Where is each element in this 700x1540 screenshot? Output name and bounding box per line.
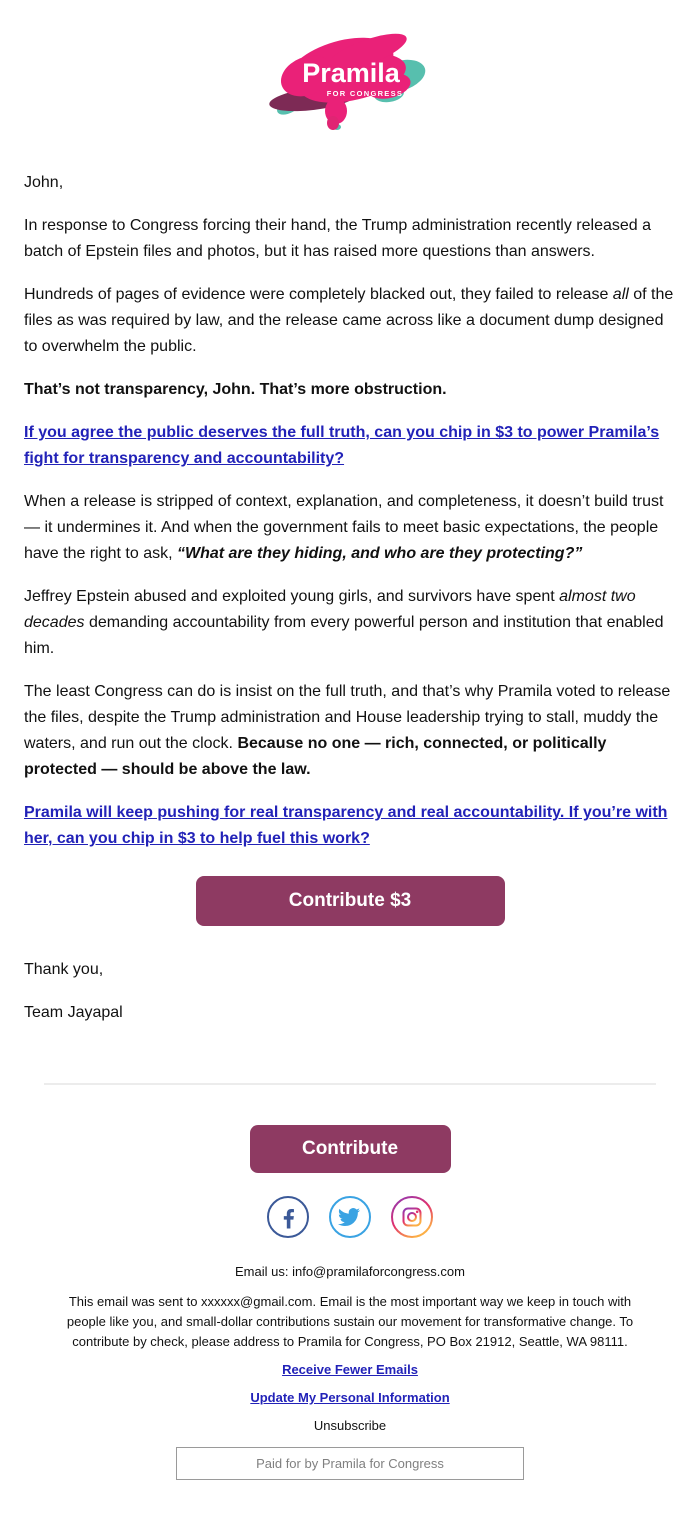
- email-us-line: Email us: info@pramilaforcongress.com: [235, 1264, 465, 1279]
- update-personal-info-link[interactable]: Update My Personal Information: [250, 1390, 450, 1405]
- body-text: Hundreds of pages of evidence were completely blacked out, they failed to release: [24, 286, 613, 303]
- body-paragraph: [24, 489, 676, 567]
- footer-divider: [44, 1083, 656, 1085]
- instagram-icon: [390, 1195, 434, 1239]
- body-text: The least Congress can do is insist on the full truth, and that’s why Pramila voted to release the files, despite the Trump administration and House leadership trying to stall, muddy the waters, and run out the clock.: [24, 683, 671, 752]
- body-paragraph: [24, 800, 676, 852]
- footer-disclaimer: This email was sent to xxxxxx@gmail.com. Email is the most important way we keep in touch with people like you, and small-dollar contributions sustain our movement for transformative change. To contribute by check, please address to Pramila for Congress, PO Box 21912, Seattle, WA 98111.: [66, 1294, 634, 1349]
- body-text: “What are they hiding, and who are they protecting?”: [176, 545, 583, 562]
- email-footer: [0, 1264, 700, 1480]
- contribute-3-button[interactable]: Contribute $3: [196, 876, 505, 926]
- body-paragraph: [24, 584, 676, 662]
- email-body: [0, 170, 700, 852]
- body-text: demanding accountability from every powerful person and institution that enabled him.: [24, 614, 664, 657]
- twitter-icon: [328, 1195, 372, 1239]
- signoff-thanks: Thank you,: [24, 961, 104, 978]
- body-paragraph: [24, 679, 676, 783]
- chip-in-link[interactable]: Pramila will keep pushing for real transparency and real accountability. If you’re with her, can you chip in $3 to help fuel this work?: [24, 804, 668, 847]
- paid-for-disclaimer-box: Paid for by Pramila for Congress: [176, 1447, 524, 1480]
- logo-tagline-text: FOR CONGRESS: [326, 89, 404, 98]
- body-text: of the files as was required by law, and the release came across like a document dump designed to overwhelm the public.: [24, 286, 674, 355]
- receive-fewer-emails-link[interactable]: Receive Fewer Emails: [282, 1362, 418, 1377]
- facebook-link[interactable]: [266, 1195, 310, 1239]
- body-paragraph: [24, 213, 676, 265]
- instagram-link[interactable]: [390, 1195, 434, 1239]
- body-text: That’s not transparency, John. That’s more obstruction.: [24, 381, 447, 398]
- body-paragraph: [24, 377, 676, 403]
- body-text: In response to Congress forcing their hand, the Trump administration recently released a batch of Epstein files and photos, but it has raised more questions than answers.: [24, 217, 651, 260]
- body-text: John,: [24, 174, 64, 191]
- body-paragraph: [24, 282, 676, 360]
- unsubscribe-link[interactable]: Unsubscribe: [313, 1418, 387, 1433]
- body-text: When a release is stripped of context, explanation, and completeness, it doesn’t build trust — it undermines it. And when the government fails to meet basic expectations, the people have the right to ask,: [24, 493, 664, 562]
- body-paragraph: [24, 420, 676, 472]
- social-links: [0, 1195, 700, 1244]
- twitter-link[interactable]: [328, 1195, 372, 1239]
- body-paragraph: [24, 170, 676, 196]
- signoff-team: Team Jayapal: [24, 1004, 123, 1021]
- facebook-icon: [266, 1195, 310, 1239]
- pramila-logo-icon: [269, 26, 431, 136]
- body-text: almost two decades: [24, 588, 636, 631]
- logo-name-text: Pramila: [302, 58, 400, 88]
- campaign-logo: [0, 0, 700, 141]
- body-text: Because no one — rich, connected, or politically protected — should be above the law.: [24, 735, 607, 778]
- contribute-button[interactable]: Contribute: [250, 1125, 451, 1173]
- body-text: Jeffrey Epstein abused and exploited young girls, and survivors have spent: [24, 588, 560, 605]
- body-text: all: [612, 286, 629, 303]
- chip-in-link[interactable]: If you agree the public deserves the full truth, can you chip in $3 to power Pramila’s fight for transparency and accountability?: [24, 424, 660, 467]
- signoff: [0, 957, 700, 1026]
